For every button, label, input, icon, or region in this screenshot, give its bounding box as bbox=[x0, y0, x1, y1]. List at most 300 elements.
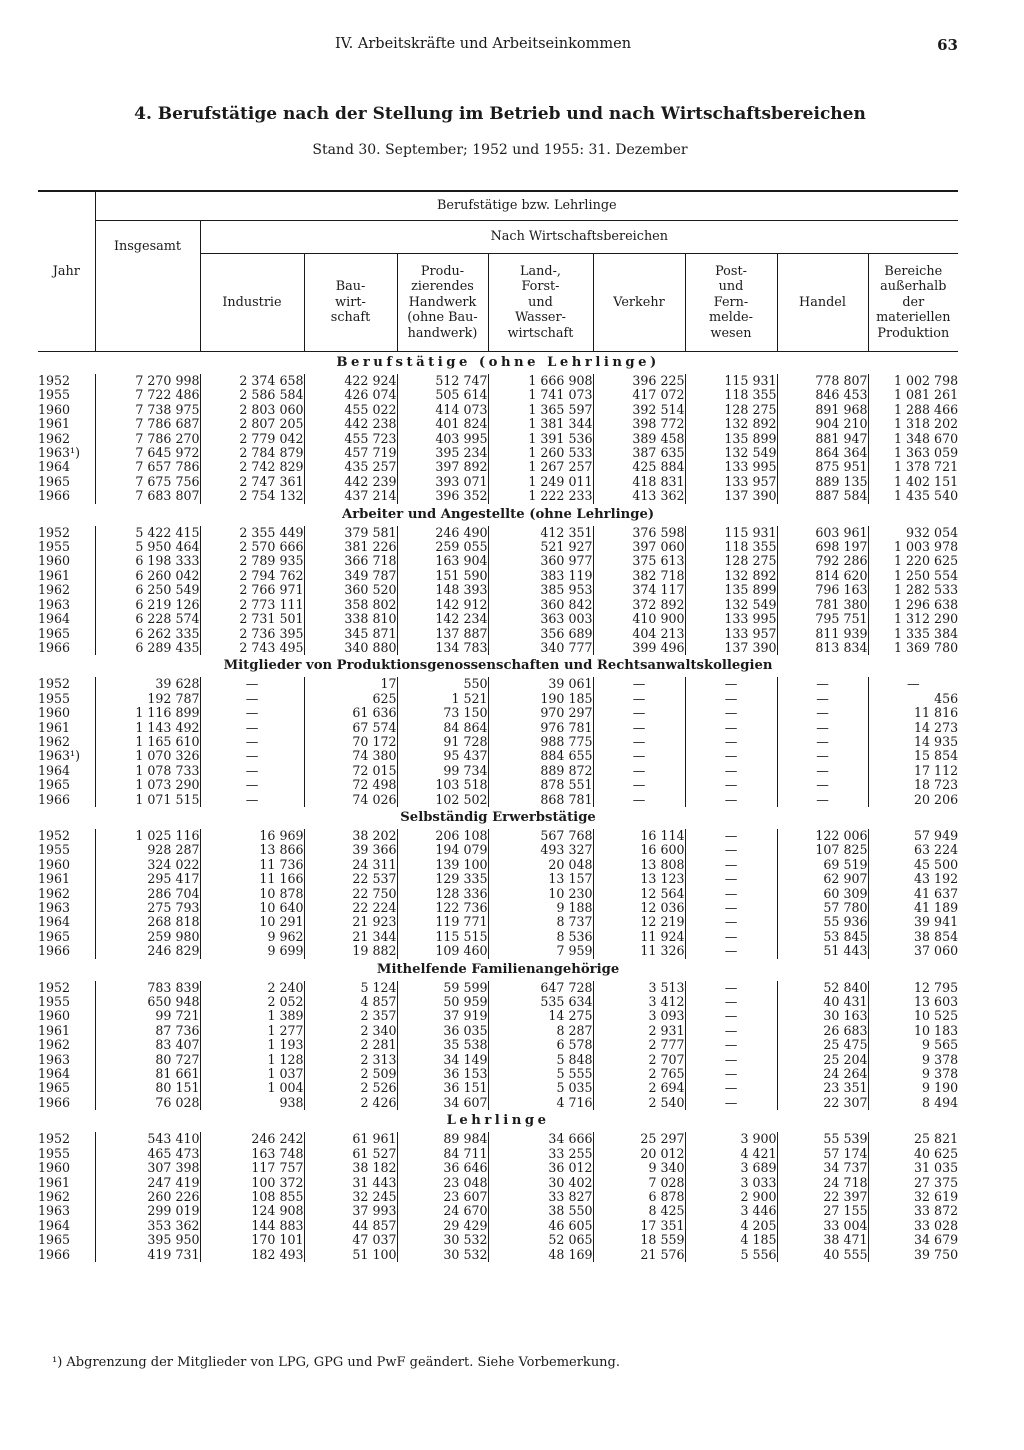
value-cell: 1 365 597 bbox=[488, 403, 593, 417]
value-cell: 36 151 bbox=[397, 1081, 488, 1095]
value-cell: 8 536 bbox=[488, 930, 593, 944]
value-cell: 30 532 bbox=[397, 1233, 488, 1247]
table-row bbox=[38, 829, 958, 843]
value-cell: 25 297 bbox=[593, 1132, 685, 1146]
value-cell: 72 015 bbox=[304, 764, 397, 778]
value-cell: 133 995 bbox=[685, 612, 777, 626]
value-cell: 887 584 bbox=[777, 489, 868, 503]
value-cell: 4 421 bbox=[685, 1147, 777, 1161]
value-cell: 891 968 bbox=[777, 403, 868, 417]
value-cell: 48 169 bbox=[488, 1248, 593, 1262]
value-cell: 349 787 bbox=[304, 569, 397, 583]
year-cell: 1955 bbox=[38, 690, 71, 706]
value-cell: 1 003 978 bbox=[868, 540, 958, 554]
value-cell: 419 731 bbox=[95, 1248, 200, 1262]
value-cell: 30 532 bbox=[397, 1248, 488, 1262]
value-cell: 3 689 bbox=[685, 1161, 777, 1175]
value-cell: 1 128 bbox=[200, 1053, 304, 1067]
year-cell: 1962 bbox=[38, 733, 71, 749]
value-cell: 13 808 bbox=[593, 858, 685, 872]
table-row bbox=[38, 460, 958, 474]
value-cell: 91 728 bbox=[397, 735, 488, 749]
value-cell: 2 426 bbox=[304, 1096, 397, 1110]
value-cell: 976 781 bbox=[488, 721, 593, 735]
value-cell: 9 378 bbox=[868, 1067, 958, 1081]
value-cell: 2 784 879 bbox=[200, 446, 304, 460]
value-cell: 382 718 bbox=[593, 569, 685, 583]
col-header-sector: Handel bbox=[777, 254, 868, 352]
value-cell: 2 281 bbox=[304, 1038, 397, 1052]
value-cell: 2 766 971 bbox=[200, 583, 304, 597]
value-cell: 61 961 bbox=[304, 1132, 397, 1146]
value-cell: 521 927 bbox=[488, 540, 593, 554]
value-cell: 128 275 bbox=[685, 403, 777, 417]
value-cell: 881 947 bbox=[777, 432, 868, 446]
value-cell: 2 742 829 bbox=[200, 460, 304, 474]
value-cell: 107 825 bbox=[777, 843, 868, 857]
table-body bbox=[38, 352, 958, 1262]
value-cell: 398 772 bbox=[593, 417, 685, 431]
year-cell: 1952 bbox=[38, 1131, 71, 1147]
value-cell: — bbox=[777, 778, 868, 792]
table-row bbox=[38, 735, 958, 749]
table-row bbox=[38, 1132, 958, 1146]
value-cell: 814 620 bbox=[777, 569, 868, 583]
col-header-total: Insgesamt bbox=[95, 221, 200, 352]
value-cell: 457 719 bbox=[304, 446, 397, 460]
value-cell: 13 123 bbox=[593, 872, 685, 886]
value-cell: 25 204 bbox=[777, 1053, 868, 1067]
year-cell: 1963 bbox=[38, 1051, 71, 1067]
value-cell: 34 607 bbox=[397, 1096, 488, 1110]
value-cell: 12 795 bbox=[868, 981, 958, 995]
value-cell: 5 555 bbox=[488, 1067, 593, 1081]
value-cell: 6 260 042 bbox=[95, 569, 200, 583]
value-cell: 60 309 bbox=[777, 887, 868, 901]
value-cell: 14 935 bbox=[868, 735, 958, 749]
value-cell: 10 525 bbox=[868, 1009, 958, 1023]
value-cell: — bbox=[777, 721, 868, 735]
value-cell: 393 071 bbox=[397, 475, 488, 489]
value-cell: 383 119 bbox=[488, 569, 593, 583]
value-cell: 40 625 bbox=[868, 1147, 958, 1161]
value-cell: 1 078 733 bbox=[95, 764, 200, 778]
value-cell: 21 344 bbox=[304, 930, 397, 944]
value-cell: 36 153 bbox=[397, 1067, 488, 1081]
value-cell: 69 519 bbox=[777, 858, 868, 872]
value-cell: 360 977 bbox=[488, 554, 593, 568]
value-cell: 2 694 bbox=[593, 1081, 685, 1095]
value-cell: 2 570 666 bbox=[200, 540, 304, 554]
value-cell: 246 490 bbox=[397, 526, 488, 540]
value-cell: 404 213 bbox=[593, 627, 685, 641]
table-row bbox=[38, 778, 958, 792]
year-cell: 1964 bbox=[38, 1217, 71, 1233]
value-cell: 17 112 bbox=[868, 764, 958, 778]
value-cell: — bbox=[685, 995, 777, 1009]
value-cell: 2 773 111 bbox=[200, 598, 304, 612]
value-cell: 2 743 495 bbox=[200, 641, 304, 655]
value-cell: 2 794 762 bbox=[200, 569, 304, 583]
year-cell: 1960 bbox=[38, 1160, 71, 1176]
value-cell: 4 716 bbox=[488, 1096, 593, 1110]
value-cell: 543 410 bbox=[95, 1132, 200, 1146]
value-cell: — bbox=[777, 735, 868, 749]
value-cell: 2 540 bbox=[593, 1096, 685, 1110]
table-row bbox=[38, 417, 958, 431]
year-cell: 1966 bbox=[38, 791, 71, 807]
value-cell: 9 340 bbox=[593, 1161, 685, 1175]
value-cell: 403 995 bbox=[397, 432, 488, 446]
value-cell: 6 262 335 bbox=[95, 627, 200, 641]
value-cell: 358 802 bbox=[304, 598, 397, 612]
year-cell: 1966 bbox=[38, 1246, 71, 1262]
value-cell: 57 780 bbox=[777, 901, 868, 915]
value-cell: 904 210 bbox=[777, 417, 868, 431]
value-cell: 10 291 bbox=[200, 915, 304, 929]
value-cell: 43 192 bbox=[868, 872, 958, 886]
year-cell: 1961 bbox=[38, 416, 71, 432]
value-cell: 25 821 bbox=[868, 1132, 958, 1146]
section-header-row bbox=[38, 504, 958, 526]
value-cell: 76 028 bbox=[95, 1096, 200, 1110]
value-cell: 360 520 bbox=[304, 583, 397, 597]
col-header-sector: Post- und Fern- melde- wesen bbox=[685, 254, 777, 352]
value-cell: 84 864 bbox=[397, 721, 488, 735]
value-cell: — bbox=[685, 706, 777, 720]
year-cell: 1964 bbox=[38, 611, 71, 627]
year-cell: 1965 bbox=[38, 473, 71, 489]
table-row bbox=[38, 721, 958, 735]
value-cell: 295 417 bbox=[95, 872, 200, 886]
year-cell: 1965 bbox=[38, 625, 71, 641]
value-cell: 33 004 bbox=[777, 1219, 868, 1233]
value-cell: 142 912 bbox=[397, 598, 488, 612]
value-cell: 12 219 bbox=[593, 915, 685, 929]
value-cell: 190 185 bbox=[488, 692, 593, 706]
value-cell: 387 635 bbox=[593, 446, 685, 460]
value-cell: 24 670 bbox=[397, 1204, 488, 1218]
value-cell: 135 899 bbox=[685, 432, 777, 446]
table-row bbox=[38, 598, 958, 612]
value-cell: 1 282 533 bbox=[868, 583, 958, 597]
value-cell: 299 019 bbox=[95, 1204, 200, 1218]
value-cell: — bbox=[685, 829, 777, 843]
value-cell: 3 033 bbox=[685, 1176, 777, 1190]
value-cell: 38 182 bbox=[304, 1161, 397, 1175]
year-cell: 1964 bbox=[38, 914, 71, 930]
value-cell: 39 366 bbox=[304, 843, 397, 857]
year-cell: 1963 bbox=[38, 900, 71, 915]
value-cell: 70 172 bbox=[304, 735, 397, 749]
value-cell: — bbox=[685, 1081, 777, 1095]
year-cell: 1952 bbox=[38, 524, 71, 540]
section-header-row bbox=[38, 655, 958, 677]
value-cell: 399 496 bbox=[593, 641, 685, 655]
table-row bbox=[38, 1081, 958, 1095]
value-cell: 340 777 bbox=[488, 641, 593, 655]
col-header-year: Jahr bbox=[38, 191, 95, 352]
value-cell: 1 335 384 bbox=[868, 627, 958, 641]
table-row bbox=[38, 1248, 958, 1262]
table-row bbox=[38, 764, 958, 778]
year-cell: 1955 bbox=[38, 539, 71, 555]
value-cell: 53 845 bbox=[777, 930, 868, 944]
value-cell: 51 443 bbox=[777, 944, 868, 958]
value-cell: — bbox=[593, 735, 685, 749]
value-cell: 7 657 786 bbox=[95, 460, 200, 474]
value-cell: 102 502 bbox=[397, 793, 488, 807]
value-cell: 84 711 bbox=[397, 1147, 488, 1161]
table-row bbox=[38, 554, 958, 568]
value-cell: 567 768 bbox=[488, 829, 593, 843]
value-cell: — bbox=[200, 735, 304, 749]
value-cell: — bbox=[685, 887, 777, 901]
value-cell: 2 931 bbox=[593, 1024, 685, 1038]
value-cell: 50 959 bbox=[397, 995, 488, 1009]
value-cell: 38 550 bbox=[488, 1204, 593, 1218]
value-cell: 2 736 395 bbox=[200, 627, 304, 641]
value-cell: 6 878 bbox=[593, 1190, 685, 1204]
value-cell: 413 362 bbox=[593, 489, 685, 503]
year-cell: 1966 bbox=[38, 1094, 71, 1110]
section-title: Arbeiter und Angestellte (ohne Lehrlinge) bbox=[342, 506, 655, 522]
value-cell: 1 002 798 bbox=[868, 374, 958, 388]
value-cell: 512 747 bbox=[397, 374, 488, 388]
table-row bbox=[38, 944, 958, 958]
value-cell: 20 012 bbox=[593, 1147, 685, 1161]
value-cell: 603 961 bbox=[777, 526, 868, 540]
value-cell: 7 738 975 bbox=[95, 403, 200, 417]
value-cell: — bbox=[685, 872, 777, 886]
value-cell: 414 073 bbox=[397, 403, 488, 417]
value-cell: 2 355 449 bbox=[200, 526, 304, 540]
value-cell: 412 351 bbox=[488, 526, 593, 540]
value-cell: 13 157 bbox=[488, 872, 593, 886]
value-cell: 13 603 bbox=[868, 995, 958, 1009]
value-cell: 38 202 bbox=[304, 829, 397, 843]
value-cell: 24 311 bbox=[304, 858, 397, 872]
table-header bbox=[38, 191, 958, 352]
value-cell: — bbox=[685, 1038, 777, 1052]
value-cell: 24 718 bbox=[777, 1176, 868, 1190]
value-cell: 442 239 bbox=[304, 475, 397, 489]
value-cell: 57 174 bbox=[777, 1147, 868, 1161]
value-cell: 9 188 bbox=[488, 901, 593, 915]
value-cell: 3 513 bbox=[593, 981, 685, 995]
year-cell: 1966 bbox=[38, 639, 71, 655]
table-row bbox=[38, 749, 958, 763]
value-cell: 122 006 bbox=[777, 829, 868, 843]
year-cell: 1964 bbox=[38, 1066, 71, 1082]
value-cell: 7 786 270 bbox=[95, 432, 200, 446]
year-cell: 1965 bbox=[38, 928, 71, 944]
value-cell: — bbox=[593, 692, 685, 706]
year-cell: 1960 bbox=[38, 705, 71, 721]
value-cell: 67 574 bbox=[304, 721, 397, 735]
value-cell: — bbox=[593, 749, 685, 763]
value-cell: 366 718 bbox=[304, 554, 397, 568]
value-cell: 1 081 261 bbox=[868, 388, 958, 402]
table-row bbox=[38, 677, 958, 691]
value-cell: 247 419 bbox=[95, 1176, 200, 1190]
table-title: 4. Berufstätige nach der Stellung im Betrieb und nach Wirtschaftsbereichen bbox=[134, 104, 866, 124]
value-cell: 44 857 bbox=[304, 1219, 397, 1233]
value-cell: 117 757 bbox=[200, 1161, 304, 1175]
value-cell: 796 163 bbox=[777, 583, 868, 597]
value-cell: 109 460 bbox=[397, 944, 488, 958]
value-cell: 395 950 bbox=[95, 1233, 200, 1247]
table-row bbox=[38, 930, 958, 944]
value-cell: 2 803 060 bbox=[200, 403, 304, 417]
value-cell: 455 723 bbox=[304, 432, 397, 446]
value-cell: 30 402 bbox=[488, 1176, 593, 1190]
value-cell: 33 255 bbox=[488, 1147, 593, 1161]
value-cell: 30 163 bbox=[777, 1009, 868, 1023]
table-row bbox=[38, 1161, 958, 1175]
value-cell: 5 124 bbox=[304, 981, 397, 995]
value-cell: 1 741 073 bbox=[488, 388, 593, 402]
col-header-sector: Produ- zierendes Handwerk (ohne Bau- handwerk) bbox=[397, 254, 488, 352]
value-cell: 134 783 bbox=[397, 641, 488, 655]
statistics-table bbox=[38, 190, 958, 1262]
value-cell: 970 297 bbox=[488, 706, 593, 720]
value-cell: 9 190 bbox=[868, 1081, 958, 1095]
value-cell: 36 646 bbox=[397, 1161, 488, 1175]
year-cell: 1960 bbox=[38, 553, 71, 569]
value-cell: 38 854 bbox=[868, 930, 958, 944]
table-row bbox=[38, 843, 958, 857]
value-cell: 19 882 bbox=[304, 944, 397, 958]
year-cell: 1962 bbox=[38, 582, 71, 598]
col-header-sector: Industrie bbox=[200, 254, 304, 352]
value-cell: 397 060 bbox=[593, 540, 685, 554]
value-cell: 9 699 bbox=[200, 944, 304, 958]
value-cell: 137 390 bbox=[685, 489, 777, 503]
table-row bbox=[38, 1176, 958, 1190]
value-cell: 34 679 bbox=[868, 1233, 958, 1247]
year-cell: 1965 bbox=[38, 1232, 71, 1248]
value-cell: 422 924 bbox=[304, 374, 397, 388]
year-cell: 1955 bbox=[38, 1145, 71, 1161]
table-row bbox=[38, 540, 958, 554]
table-subtitle: Stand 30. September; 1952 und 1955: 31. Dezember bbox=[312, 142, 688, 158]
year-cell: 1960 bbox=[38, 856, 71, 872]
year-cell: 1962 bbox=[38, 430, 71, 446]
value-cell: 11 736 bbox=[200, 858, 304, 872]
table-row bbox=[38, 995, 958, 1009]
value-cell: 1 143 492 bbox=[95, 721, 200, 735]
value-cell: 22 750 bbox=[304, 887, 397, 901]
section-title: Mithelfende Familienangehörige bbox=[376, 961, 620, 977]
value-cell: 194 079 bbox=[397, 843, 488, 857]
value-cell: 698 197 bbox=[777, 540, 868, 554]
value-cell: 2 526 bbox=[304, 1081, 397, 1095]
table-row bbox=[38, 403, 958, 417]
value-cell: 4 185 bbox=[685, 1233, 777, 1247]
value-cell: 36 035 bbox=[397, 1024, 488, 1038]
value-cell: 27 375 bbox=[868, 1176, 958, 1190]
value-cell: — bbox=[593, 706, 685, 720]
value-cell: 401 824 bbox=[397, 417, 488, 431]
value-cell: — bbox=[685, 778, 777, 792]
year-cell: 1955 bbox=[38, 994, 71, 1010]
value-cell: 3 093 bbox=[593, 1009, 685, 1023]
value-cell: 418 831 bbox=[593, 475, 685, 489]
value-cell: 7 722 486 bbox=[95, 388, 200, 402]
page-number: 63 bbox=[937, 36, 958, 54]
value-cell: — bbox=[685, 749, 777, 763]
value-cell: 37 060 bbox=[868, 944, 958, 958]
value-cell: 119 771 bbox=[397, 915, 488, 929]
section-header-row bbox=[38, 959, 958, 981]
value-cell: 81 661 bbox=[95, 1067, 200, 1081]
table-row bbox=[38, 475, 958, 489]
section-header-row bbox=[38, 1110, 958, 1132]
value-cell: 132 892 bbox=[685, 417, 777, 431]
table-row bbox=[38, 374, 958, 388]
value-cell: 21 923 bbox=[304, 915, 397, 929]
year-cell: 1962 bbox=[38, 1188, 71, 1204]
value-cell: 137 390 bbox=[685, 641, 777, 655]
value-cell: 2 340 bbox=[304, 1024, 397, 1038]
value-cell: 74 380 bbox=[304, 749, 397, 763]
value-cell: 170 101 bbox=[200, 1233, 304, 1247]
value-cell: 345 871 bbox=[304, 627, 397, 641]
value-cell: 5 422 415 bbox=[95, 526, 200, 540]
table-row bbox=[38, 1009, 958, 1023]
year-cell: 1961 bbox=[38, 719, 71, 735]
value-cell: 650 948 bbox=[95, 995, 200, 1009]
value-cell: 132 549 bbox=[685, 446, 777, 460]
value-cell: — bbox=[777, 692, 868, 706]
value-cell: — bbox=[685, 1067, 777, 1081]
value-cell: 1 369 780 bbox=[868, 641, 958, 655]
value-cell: 1 402 151 bbox=[868, 475, 958, 489]
value-cell: 2 313 bbox=[304, 1053, 397, 1067]
table-row bbox=[38, 1233, 958, 1247]
value-cell: 206 108 bbox=[397, 829, 488, 843]
value-cell: — bbox=[685, 692, 777, 706]
value-cell: 16 114 bbox=[593, 829, 685, 843]
value-cell: 39 628 bbox=[95, 677, 200, 691]
value-cell: 381 226 bbox=[304, 540, 397, 554]
year-cell: 1963 bbox=[38, 1203, 71, 1219]
table-row bbox=[38, 1067, 958, 1081]
col-header-sector: Verkehr bbox=[593, 254, 685, 352]
value-cell: 10 878 bbox=[200, 887, 304, 901]
value-cell: 4 857 bbox=[304, 995, 397, 1009]
value-cell: 363 003 bbox=[488, 612, 593, 626]
value-cell: 80 727 bbox=[95, 1053, 200, 1067]
value-cell: — bbox=[685, 1009, 777, 1023]
value-cell: 83 407 bbox=[95, 1038, 200, 1052]
value-cell: 115 931 bbox=[685, 526, 777, 540]
table-row bbox=[38, 915, 958, 929]
table-row bbox=[38, 793, 958, 807]
value-cell: 397 892 bbox=[397, 460, 488, 474]
value-cell: 74 026 bbox=[304, 793, 397, 807]
value-cell: 938 bbox=[200, 1096, 304, 1110]
value-cell: 2 707 bbox=[593, 1053, 685, 1067]
value-cell: 6 578 bbox=[488, 1038, 593, 1052]
table-row bbox=[38, 1190, 958, 1204]
value-cell: 8 494 bbox=[868, 1096, 958, 1110]
value-cell: 36 012 bbox=[488, 1161, 593, 1175]
value-cell: 16 969 bbox=[200, 829, 304, 843]
table-row bbox=[38, 887, 958, 901]
value-cell: 1 267 257 bbox=[488, 460, 593, 474]
